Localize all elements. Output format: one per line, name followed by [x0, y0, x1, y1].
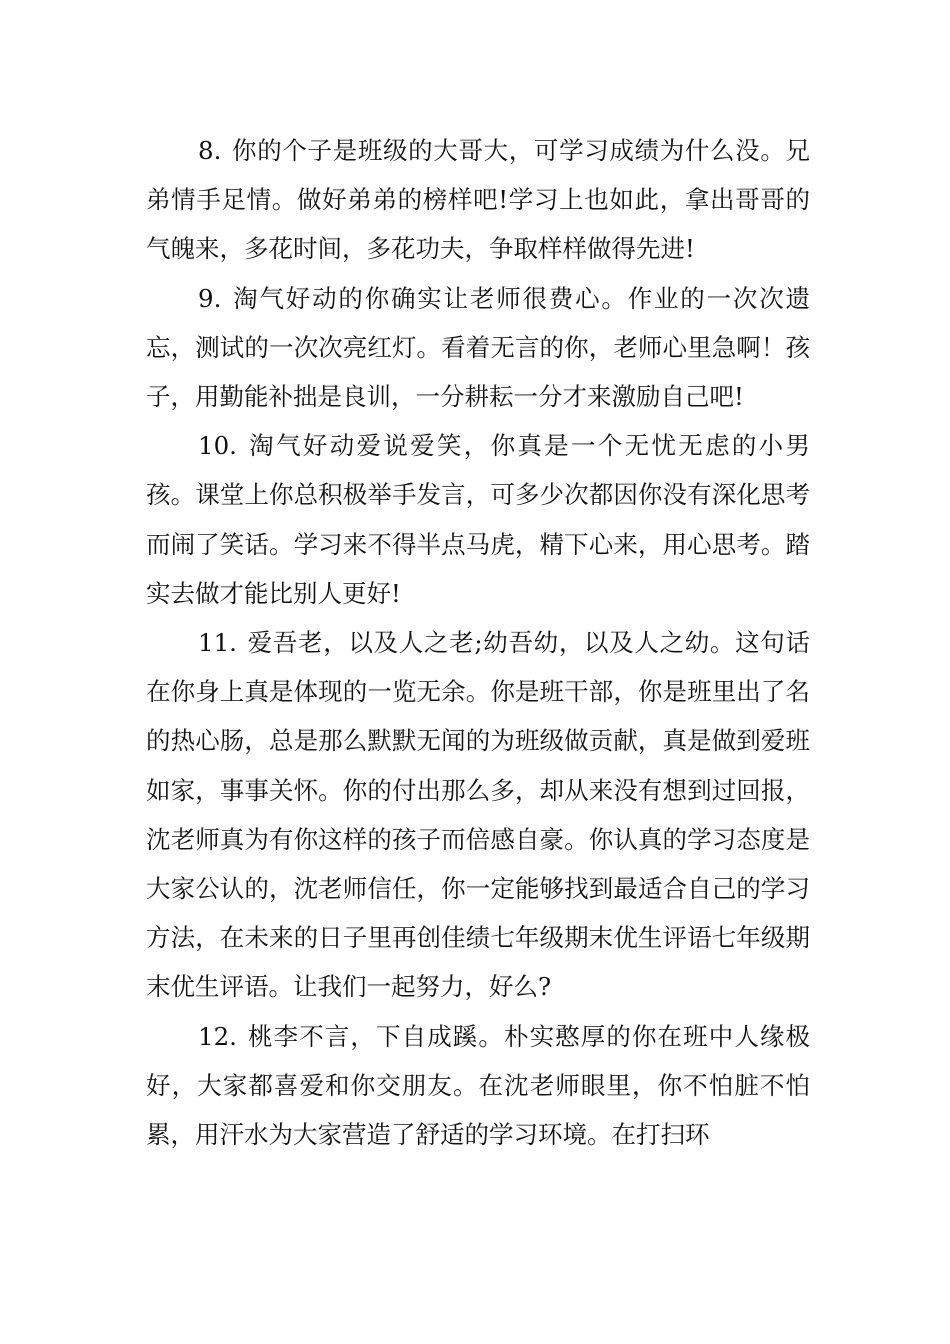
paragraph-text: 淘气好动的你确实让老师很费心。作业的一次次遗忘，测试的一次次亮红灯。看着无言的你，老师心里急啊！孩子，用勤能补拙是良训，一分耕耘一分才来激励自己吧!: [146, 283, 810, 412]
document-page: [146, 126, 810, 1159]
comment-paragraph-11: [146, 618, 810, 1012]
paragraph-number: 8.: [198, 136, 222, 165]
comment-paragraph-10: [146, 421, 810, 618]
paragraph-number: 11.: [198, 628, 237, 658]
paragraph-text: 爱吾老，以及人之老;幼吾幼，以及人之幼。这句话在你身上真是体现的一览无余。你是班干部，你是班里出了名的热心肠，总是那么默默无闻的为班级做贡献，真是做到爱班如家，事事关怀。你的付出那么多，却从来没有想到过回报，沈老师真为有你这样的孩子而倍感自豪。你认真的学习态度是大家公认的，沈老师信任，你一定能够找到最适合自己的学习方法，在未来的日子里再创佳绩七年级期末优生评语七年级期末优生评语。让我们一起努力，好么?: [146, 628, 810, 1002]
paragraph-text: 桃李不言，下自成蹊。朴实憨厚的你在班中人缘极好，大家都喜爱和你交朋友。在沈老师眼里，你不怕脏不怕累，用汗水为大家营造了舒适的学习环境。在打扫环: [146, 1021, 810, 1150]
paragraph-number: 10.: [198, 431, 237, 461]
comment-paragraph-8: [146, 126, 810, 274]
paragraph-text: 你的个子是班级的大哥大，可学习成绩为什么没。兄弟情手足情。做好弟弟的榜样吧!学习上也如此，拿出哥哥的气魄来，多花时间，多花功夫，争取样样做得先进!: [146, 136, 810, 264]
paragraph-number: 9.: [198, 283, 222, 313]
paragraph-text: 淘气好动爱说爱笑，你真是一个无忧无虑的小男孩。课堂上你总积极举手发言，可多少次都因你没有深化思考而闹了笑话。学习来不得半点马虎，精下心来，用心思考。踏实去做才能比别人更好!: [146, 431, 810, 608]
comment-paragraph-12: [146, 1012, 810, 1160]
comment-paragraph-9: [146, 274, 810, 422]
paragraph-number: 12.: [198, 1021, 237, 1051]
